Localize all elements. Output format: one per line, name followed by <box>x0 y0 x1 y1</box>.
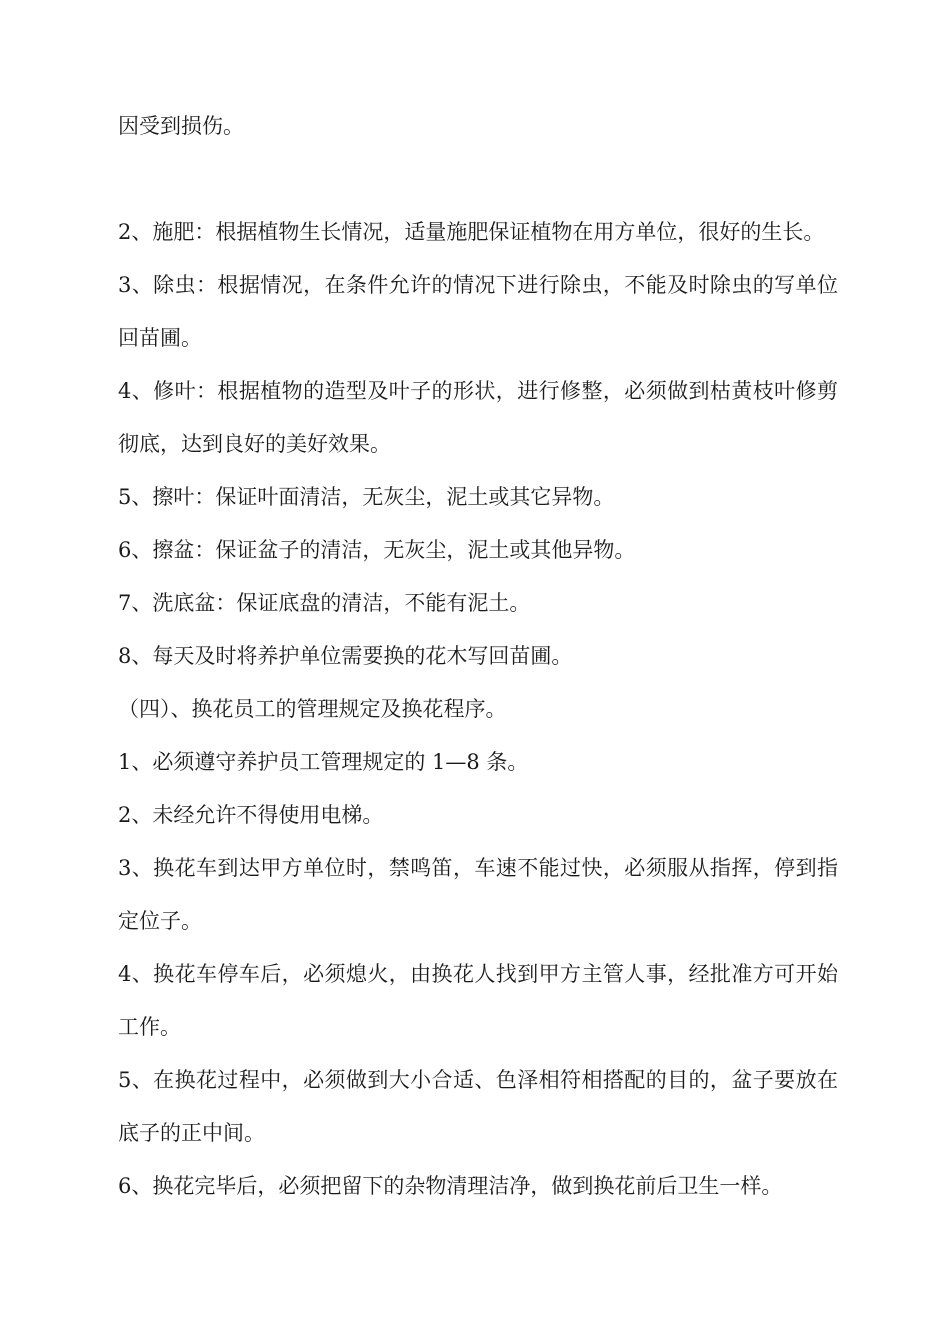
paragraph-rule-5: 5、在换花过程中，必须做到大小合适、色泽相符相搭配的目的，盆子要放在底子的正中间。 <box>118 1068 838 1145</box>
paragraph-fertilize: 2、施肥：根据植物生长情况，适量施肥保证植物在用方单位，很好的生长。 <box>118 220 825 244</box>
paragraph-rule-1: 1、必须遵守养护员工管理规定的 1—8 条。 <box>118 750 529 774</box>
paragraph-rule-6: 6、换花完毕后，必须把留下的杂物清理洁净，做到换花前后卫生一样。 <box>118 1174 783 1198</box>
paragraph-trim-leaves: 4、修叶：根据植物的造型及叶子的形状，进行修整，必须做到枯黄枝叶修剪彻底，达到良好的美好效果。 <box>118 379 838 456</box>
section-heading-four: （四）、换花员工的管理规定及换花程序。 <box>118 697 507 721</box>
paragraph-wash-trays: 7、洗底盆：保证底盘的清洁，不能有泥土。 <box>118 591 531 615</box>
paragraph-rule-2: 2、未经允许不得使用电梯。 <box>118 803 384 827</box>
document-body <box>118 100 838 1213</box>
paragraph-rule-3: 3、换花车到达甲方单位时，禁鸣笛，车速不能过快，必须服从指挥，停到指定位子。 <box>118 856 838 933</box>
paragraph-wipe-leaves: 5、擦叶：保证叶面清洁，无灰尘，泥土或其它异物。 <box>118 485 615 509</box>
blank-line <box>118 153 838 206</box>
paragraph-daily-report: 8、每天及时将养护单位需要换的花木写回苗圃。 <box>118 644 573 668</box>
paragraph-wipe-pots: 6、擦盆：保证盆子的清洁，无灰尘，泥土或其他异物。 <box>118 538 636 562</box>
paragraph-continuation: 因受到损伤。 <box>118 114 244 138</box>
paragraph-pest-control: 3、除虫：根据情况，在条件允许的情况下进行除虫，不能及时除虫的写单位回苗圃。 <box>118 273 838 350</box>
paragraph-rule-4: 4、换花车停车后，必须熄火，由换花人找到甲方主管人事，经批准方可开始工作。 <box>118 962 838 1039</box>
